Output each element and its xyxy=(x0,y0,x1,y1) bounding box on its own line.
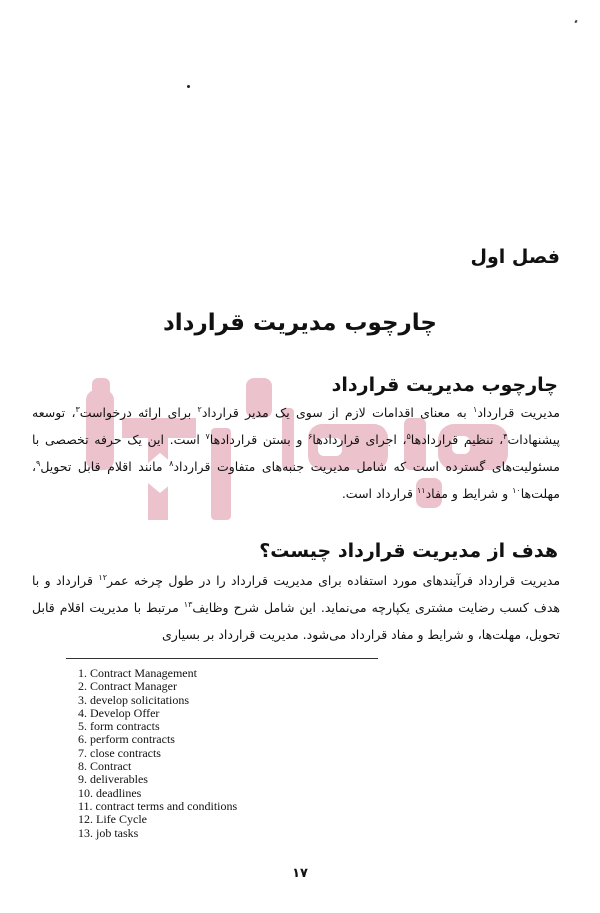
footnote-item: 8. Contract xyxy=(78,759,132,774)
footnote-list xyxy=(78,667,237,840)
paragraph-text: ، توسعه پیشنهادات xyxy=(32,405,560,447)
scan-speck xyxy=(574,20,577,24)
paragraph-text: ، مهلت‌ها xyxy=(32,459,560,501)
paragraph-text: مدیریت قرارداد فرآیندهای مورد استفاده برای مدیریت قرارداد را در طول چرخه عمر xyxy=(107,573,561,588)
footnote-item: 2. Contract Manager xyxy=(78,679,177,694)
footnote-ref: ۲ xyxy=(197,404,202,414)
footnote-item: 7. close contracts xyxy=(78,745,161,760)
paragraph-text: قرارداد است. xyxy=(341,486,417,501)
footnote-ref: ۱۰ xyxy=(512,485,521,495)
footnote-item: 6. perform contracts xyxy=(78,732,175,747)
footnote-item: 12. Life Cycle xyxy=(78,812,147,827)
paragraph-text: برای ارائه درخواست xyxy=(79,405,198,420)
footnote-ref: ۱۳ xyxy=(183,599,193,609)
body-paragraph xyxy=(32,567,560,648)
paragraph-text: قرارداد و با هدف کسب رضایت مشتری یکپارچه می‌نماید. این شامل شرح وظایف xyxy=(32,573,560,615)
section-heading: چارچوب مدیریت قرارداد xyxy=(331,374,558,396)
footnote-item: 4. Develop Offer xyxy=(78,705,160,720)
footnote-ref: ۱۱ xyxy=(416,485,426,495)
footnote-item: 9. deliverables xyxy=(78,772,148,787)
page-number: ۱۷ xyxy=(292,866,308,881)
footnote-ref: ۷ xyxy=(205,431,210,441)
chapter-label: فصل اول xyxy=(470,246,560,268)
paragraph-text: و شرایط و مفاد xyxy=(425,486,513,501)
paragraph-text: مدیریت قرارداد xyxy=(477,405,560,420)
paragraph-text: مرتبط با مدیریت اقلام قابل تحویل، مهلت‌ها، و شرایط و مفاد قرارداد می‌شود. مدیریت قرارداد بر بسیاری xyxy=(32,600,560,642)
section-heading: هدف از مدیریت قرارداد چیست؟ xyxy=(259,540,558,562)
body-paragraph xyxy=(32,399,560,507)
paragraph-text: است. این یک حرفه تخصصی با مسئولیت‌های گسترده است که شامل مدیریت جنبه‌های متفاوت قرارداد xyxy=(32,432,560,474)
footnote-item: 5. form contracts xyxy=(78,719,160,734)
footnote-ref: ۴ xyxy=(503,431,508,441)
paragraph-text: مانند اقلام قابل تحویل xyxy=(40,459,170,474)
scan-speck xyxy=(187,85,190,88)
paragraph-text: و بستن قراردادها xyxy=(209,432,309,447)
footnote-ref: ۳ xyxy=(75,404,80,414)
paragraph-text: ، اجرای قراردادها xyxy=(312,432,407,447)
paragraph-text: ، تنظیم قراردادها xyxy=(410,432,504,447)
footnote-item: 13. job tasks xyxy=(78,825,139,840)
footnote-item: 3. develop solicitations xyxy=(78,692,189,707)
chapter-title: چارچوب مدیریت قرارداد xyxy=(162,310,437,336)
footnote-divider xyxy=(66,658,378,659)
footnote-ref: ۸ xyxy=(169,458,174,468)
footnote-ref: ۵ xyxy=(406,431,411,441)
footnote-ref: ۶ xyxy=(308,431,313,441)
footnote-ref: ۹ xyxy=(36,458,41,468)
footnote-item: 1. Contract Management xyxy=(78,666,197,680)
paragraph-text: به معنای اقدامات لازم از سوی یک مدیر قرارداد xyxy=(201,405,474,420)
footnote-ref: ۱ xyxy=(473,404,478,414)
footnote-ref: ۱۲ xyxy=(98,572,107,582)
footnote-item: 10. deadlines xyxy=(78,785,142,800)
footnote-item: 11. contract terms and conditions xyxy=(78,798,238,813)
